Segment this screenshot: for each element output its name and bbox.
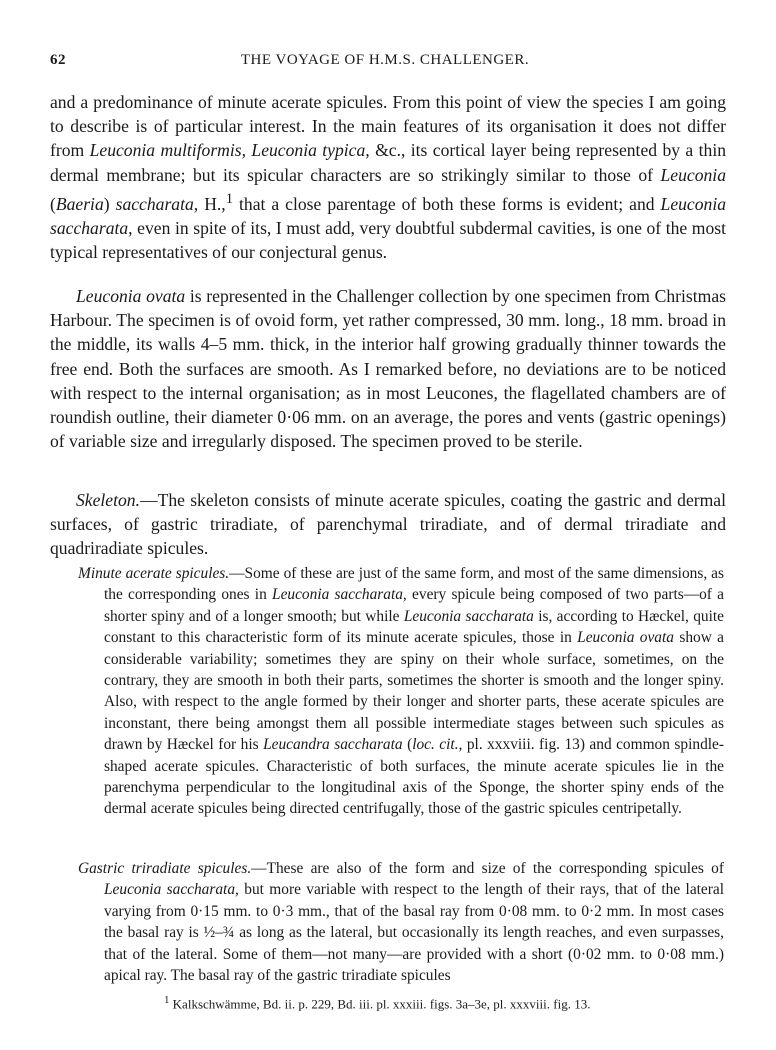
section-heading: Skeleton. xyxy=(76,490,140,510)
text-run: is, according to Hæckel, quite constant to this characteristic form of its minute acerate spicules, those in xyxy=(104,607,724,647)
species-name: Leuconia ovata xyxy=(76,286,186,306)
text-run: —Some of these are just of the same form, and most of the same dimensions, as the corresponding ones in xyxy=(104,565,724,604)
footnote xyxy=(164,991,724,1013)
subsection-gastric-triradiate xyxy=(78,858,724,986)
text-run: &c., its cortical layer being represented by a thin dermal membrane; but its spicular characters are so strikingly similar to those of xyxy=(50,140,727,185)
species-name: Leuconia xyxy=(660,164,726,185)
species-name: Leuconia saccharata, xyxy=(104,881,239,899)
text-run: even in spite of its, I must add, very doubtful subdermal cavities, is one of the most typical representatives of our conjectural genus. xyxy=(50,217,726,263)
subsection-minute-acerate xyxy=(78,563,725,820)
species-name: Leucandra saccharata xyxy=(263,736,403,754)
page-number: 62 xyxy=(50,52,66,68)
text-run: ) xyxy=(103,193,116,214)
text-run: ( xyxy=(402,736,413,754)
species-name: Leuconia saccharata, xyxy=(50,193,727,238)
text-run: ( xyxy=(50,193,56,214)
subsection-heading: Gastric triradiate spicules. xyxy=(78,860,252,877)
species-name: Leuconia multiformis, Leuconia typica, xyxy=(89,140,370,161)
paragraph-body xyxy=(50,284,726,453)
text-run: is represented in the Challenger collection by one specimen from Christmas Harbour. The specimen is of ovoid form, yet rather compressed, 30 mm. long., 18 mm. broad in the middle, its walls 4–5 mm. thick, in the interior half growing gradually thinner towards the free end. Both the surfaces are smooth. As I remarked before, no deviations are to be noticed with respect to the internal organisation; as in most Leucones, the flagellated chambers are of roundish outline, their diameter 0·06 mm. on an average, the pores and vents (gastric openings) of variable size and irregularly disposed. The specimen proved to be sterile. xyxy=(50,286,726,452)
footnote-mark: 1 xyxy=(164,994,170,1006)
running-title: THE VOYAGE OF H.M.S. CHALLENGER. xyxy=(240,52,530,68)
paragraph-skeleton xyxy=(50,488,726,561)
species-name: Baeria xyxy=(55,193,104,214)
text-run: —The skeleton consists of minute acerate spicules, coating the gastric and dermal surfaces, of gastric triradiate, of parenchymal triradiate, and of dermal triradiate and quadriradiate spicules. xyxy=(50,490,726,559)
citation: loc. cit., xyxy=(412,736,463,754)
text-run: that a close parentage of both these forms is evident; and xyxy=(233,193,661,214)
text-run: —These are also of the form and size of the corresponding spicules of xyxy=(251,860,724,877)
text-run: pl. xxxviii. fig. 13) and common spindle-shaped acerate spicules. Characteristic of both surfaces, the minute acerate spicules lie in the parenchyma perpendicular to the longitudinal axis of the Sponge, the shorter spiny ends of the dermal acerate spicules being directed centrifugally, those of the gastric spicules centripetally. xyxy=(104,736,724,818)
species-name: saccharata, xyxy=(115,193,199,214)
species-name: Leuconia saccharata xyxy=(403,607,534,625)
species-name: Leuconia ovata xyxy=(577,629,674,647)
paragraph-body xyxy=(50,488,726,561)
paragraph-intro xyxy=(50,90,726,264)
paragraph-description xyxy=(50,284,726,453)
text-run: H., xyxy=(198,193,226,214)
subsection-heading: Minute acerate spicules. xyxy=(78,565,230,582)
species-name: Leuconia saccharata, xyxy=(272,586,407,604)
text-run: but more variable with respect to the length of their rays, that of the lateral varying from 0·15 mm. to 0·3 mm., that of the basal ray from 0·08 mm. to 0·2 mm. In most cases the basal ray is ½–¾ as long as the lateral, but occasionally its length reaches, and even surpasses, that of the lateral. Some of them—not many—are provided with a short (0·02 mm. to 0·08 mm.) apical ray. The basal ray of the gastric triradiate spicules xyxy=(104,881,724,985)
text-run: every spicule being composed of two parts—of a shorter spiny and of a longer smooth; but while xyxy=(104,586,724,625)
text-run: and a predominance of minute acerate spicules. From this point of view the species I am going to describe is of particular interest. In the main features of its organisation it does not differ from xyxy=(50,92,726,161)
footnote-ref: 1 xyxy=(225,190,234,207)
page-header xyxy=(40,52,730,76)
text-run: show a considerable variability; sometimes they are spiny on their whole surface, sometimes, on the contrary, they are smooth in both their parts, sometimes the shorter is smooth and the longer spiny. Also, with respect to the angle formed by their longer and shorter parts, these acerate spicules are inconstant, there being amongst them all possible intermediate stages between such spicules as drawn by Hæckel for his xyxy=(104,629,725,754)
footnote-text: Kalkschwämme, Bd. ii. p. 229, Bd. iii. pl. xxxiii. figs. 3a–3e, pl. xxxviii. fig. 13. xyxy=(169,996,591,1012)
